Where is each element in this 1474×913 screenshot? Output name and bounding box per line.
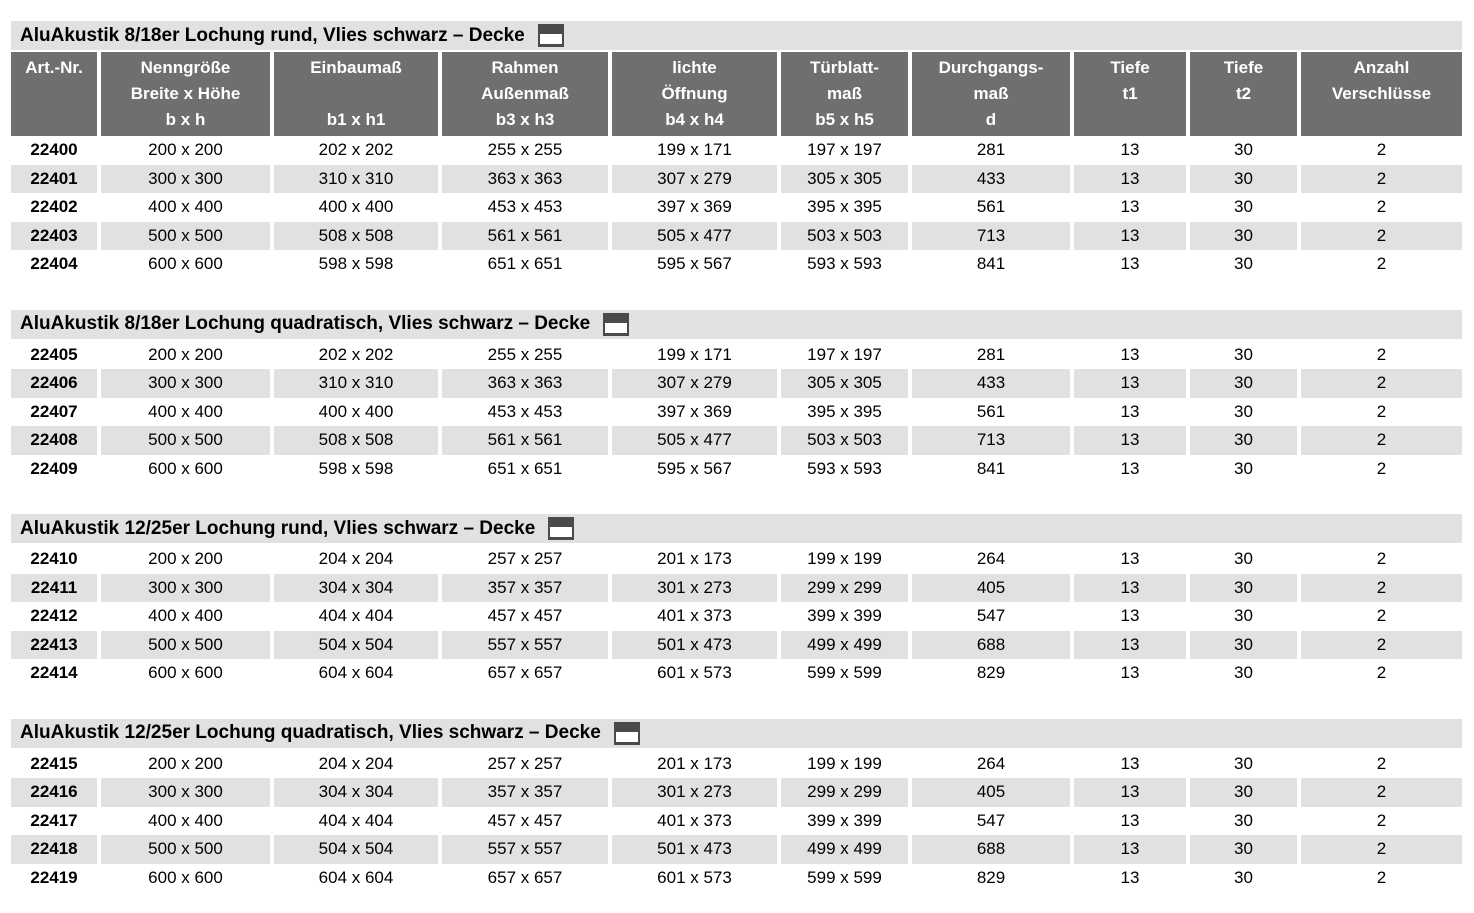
column-header-tiefe-t2 bbox=[1190, 52, 1297, 136]
cell-tuerblatt-mass: 299 x 299 bbox=[781, 778, 908, 807]
cell-tiefe-t2: 30 bbox=[1190, 426, 1297, 455]
header-label-line: Nenngröße bbox=[140, 58, 231, 77]
cell-lichte-oeffnung: 401 x 373 bbox=[657, 606, 732, 626]
cell-tiefe-t1: 13 bbox=[1120, 254, 1140, 274]
cell-rahmen-aussenmass: 357 x 357 bbox=[442, 574, 608, 603]
table-row bbox=[11, 574, 1462, 603]
section-title-bar bbox=[11, 21, 1462, 50]
cell-lichte-oeffnung: 601 x 573 bbox=[657, 867, 732, 887]
cell-anzahl-verschluesse: 2 bbox=[1376, 663, 1387, 683]
table-row bbox=[11, 864, 1462, 893]
cell-durchgangs-mass: 688 bbox=[912, 835, 1070, 864]
cell-tuerblatt-mass: 499 x 499 bbox=[781, 835, 908, 864]
cell-tiefe-t2: 30 bbox=[1234, 401, 1253, 421]
cell-art-nr: 22407 bbox=[30, 401, 78, 421]
cell-rahmen-aussenmass: 657 x 657 bbox=[487, 663, 563, 683]
cell-art-nr: 22416 bbox=[11, 778, 97, 807]
cell-tiefe-t1: 13 bbox=[1074, 778, 1186, 807]
ceiling-panel-shape bbox=[540, 34, 562, 44]
header-label-line: Breite x Höhe bbox=[130, 84, 241, 103]
column-header-rahmen-aussenmass bbox=[442, 52, 608, 136]
cell-rahmen-aussenmass: 363 x 363 bbox=[442, 369, 608, 398]
cell-anzahl-verschluesse: 2 bbox=[1301, 631, 1462, 660]
cell-tiefe-t1: 13 bbox=[1120, 140, 1140, 160]
header-label-line: maß bbox=[827, 84, 862, 103]
cell-einbaumass: 598 x 598 bbox=[318, 458, 394, 478]
table-row bbox=[11, 807, 1462, 836]
cell-anzahl-verschluesse: 2 bbox=[1376, 254, 1387, 274]
cell-lichte-oeffnung: 307 x 279 bbox=[612, 369, 777, 398]
cell-nenngroesse: 400 x 400 bbox=[148, 810, 223, 830]
table-row bbox=[11, 750, 1462, 779]
cell-art-nr: 22408 bbox=[11, 426, 97, 455]
header-symbol: d bbox=[985, 110, 997, 129]
cell-nenngroesse: 400 x 400 bbox=[148, 197, 223, 217]
cell-einbaumass: 504 x 504 bbox=[274, 835, 438, 864]
cell-lichte-oeffnung: 397 x 369 bbox=[657, 197, 732, 217]
cell-tiefe-t1: 13 bbox=[1074, 222, 1186, 251]
table-row bbox=[11, 455, 1462, 484]
cell-anzahl-verschluesse: 2 bbox=[1376, 401, 1387, 421]
header-label bbox=[276, 55, 436, 81]
section-title: AluAkustik 12/25er Lochung rund, Vlies schwarz – Decke bbox=[20, 517, 536, 539]
cell-einbaumass: 304 x 304 bbox=[274, 778, 438, 807]
cell-tuerblatt-mass: 599 x 599 bbox=[807, 867, 882, 887]
cell-durchgangs-mass: 841 bbox=[976, 458, 1006, 478]
cell-tiefe-t2: 30 bbox=[1234, 663, 1253, 683]
cell-rahmen-aussenmass: 453 x 453 bbox=[487, 401, 563, 421]
table-row bbox=[11, 835, 1462, 864]
column-header-einbaumass bbox=[274, 52, 438, 136]
cell-anzahl-verschluesse: 2 bbox=[1301, 165, 1462, 194]
cell-nenngroesse: 200 x 200 bbox=[148, 549, 223, 569]
header-label-line: Verschlüsse bbox=[1331, 84, 1432, 103]
cell-tuerblatt-mass: 199 x 199 bbox=[807, 549, 882, 569]
cell-durchgangs-mass: 547 bbox=[976, 606, 1006, 626]
cell-tiefe-t1: 13 bbox=[1074, 835, 1186, 864]
header-label-line: Tiefe bbox=[1223, 58, 1264, 77]
cell-lichte-oeffnung: 401 x 373 bbox=[657, 810, 732, 830]
cell-nenngroesse: 200 x 200 bbox=[148, 140, 223, 160]
cell-rahmen-aussenmass: 561 x 561 bbox=[442, 426, 608, 455]
cell-art-nr: 22402 bbox=[30, 197, 78, 217]
cell-tuerblatt-mass: 197 x 197 bbox=[807, 344, 882, 364]
cell-tiefe-t1: 13 bbox=[1120, 549, 1140, 569]
cell-durchgangs-mass: 547 bbox=[976, 810, 1006, 830]
cell-art-nr: 22419 bbox=[30, 867, 78, 887]
cell-art-nr: 22410 bbox=[30, 549, 78, 569]
cell-tiefe-t1: 13 bbox=[1120, 663, 1140, 683]
cell-einbaumass: 204 x 204 bbox=[318, 549, 394, 569]
cell-tiefe-t1: 13 bbox=[1120, 867, 1140, 887]
cell-tiefe-t2: 30 bbox=[1234, 140, 1253, 160]
cell-tuerblatt-mass: 399 x 399 bbox=[807, 810, 882, 830]
cell-einbaumass: 310 x 310 bbox=[274, 165, 438, 194]
cell-nenngroesse: 300 x 300 bbox=[101, 165, 270, 194]
ceiling-panel-shape bbox=[550, 527, 572, 537]
cell-durchgangs-mass: 829 bbox=[976, 663, 1006, 683]
cell-nenngroesse: 300 x 300 bbox=[101, 778, 270, 807]
cell-durchgangs-mass: 561 bbox=[976, 401, 1006, 421]
table-row bbox=[11, 545, 1462, 574]
product-section-1 bbox=[11, 21, 1474, 279]
product-section-3 bbox=[11, 514, 1474, 688]
header-label-line: Öffnung bbox=[661, 84, 728, 103]
cell-tiefe-t2: 30 bbox=[1234, 867, 1253, 887]
cell-tiefe-t1: 13 bbox=[1074, 426, 1186, 455]
cell-einbaumass: 504 x 504 bbox=[274, 631, 438, 660]
header-label-line: t2 bbox=[1235, 84, 1252, 103]
header-label-line: Außenmaß bbox=[481, 84, 569, 103]
cell-tiefe-t1: 13 bbox=[1120, 810, 1140, 830]
cell-nenngroesse: 300 x 300 bbox=[101, 574, 270, 603]
ceiling-mount-icon bbox=[538, 24, 564, 47]
cell-anzahl-verschluesse: 2 bbox=[1301, 574, 1462, 603]
table-row bbox=[11, 165, 1462, 194]
cell-einbaumass: 310 x 310 bbox=[274, 369, 438, 398]
cell-einbaumass: 202 x 202 bbox=[318, 344, 394, 364]
header-label-line: Rahmen bbox=[491, 58, 559, 77]
header-label-line: Einbaumaß bbox=[310, 58, 402, 77]
cell-tiefe-t1: 13 bbox=[1074, 369, 1186, 398]
cell-art-nr: 22406 bbox=[11, 369, 97, 398]
cell-tiefe-t1: 13 bbox=[1074, 631, 1186, 660]
cell-lichte-oeffnung: 199 x 171 bbox=[657, 140, 732, 160]
cell-rahmen-aussenmass: 557 x 557 bbox=[442, 631, 608, 660]
cell-rahmen-aussenmass: 363 x 363 bbox=[442, 165, 608, 194]
cell-nenngroesse: 200 x 200 bbox=[148, 753, 223, 773]
cell-durchgangs-mass: 281 bbox=[976, 140, 1006, 160]
cell-durchgangs-mass: 829 bbox=[976, 867, 1006, 887]
cell-art-nr: 22404 bbox=[30, 254, 78, 274]
cell-einbaumass: 598 x 598 bbox=[318, 254, 394, 274]
product-section-2 bbox=[11, 310, 1474, 484]
cell-einbaumass: 508 x 508 bbox=[274, 426, 438, 455]
cell-tiefe-t2: 30 bbox=[1234, 344, 1253, 364]
cell-tuerblatt-mass: 593 x 593 bbox=[807, 254, 882, 274]
cell-art-nr: 22401 bbox=[11, 165, 97, 194]
cell-art-nr: 22415 bbox=[30, 753, 78, 773]
cell-nenngroesse: 500 x 500 bbox=[101, 835, 270, 864]
cell-durchgangs-mass: 281 bbox=[976, 344, 1006, 364]
header-label-line: Durchgangs- bbox=[938, 58, 1044, 77]
section-title: AluAkustik 12/25er Lochung quadratisch, Vlies schwarz – Decke bbox=[20, 722, 601, 743]
section-title: AluAkustik 8/18er Lochung rund, Vlies schwarz – Decke bbox=[20, 24, 525, 46]
cell-nenngroesse: 400 x 400 bbox=[148, 606, 223, 626]
cell-nenngroesse: 600 x 600 bbox=[148, 254, 223, 274]
cell-nenngroesse: 400 x 400 bbox=[148, 401, 223, 421]
cell-anzahl-verschluesse: 2 bbox=[1376, 753, 1387, 773]
cell-art-nr: 22414 bbox=[30, 663, 78, 683]
cell-nenngroesse: 600 x 600 bbox=[148, 867, 223, 887]
cell-rahmen-aussenmass: 257 x 257 bbox=[487, 549, 563, 569]
cell-tiefe-t2: 30 bbox=[1190, 165, 1297, 194]
cell-anzahl-verschluesse: 2 bbox=[1301, 426, 1462, 455]
column-header-anzahl-verschluesse bbox=[1301, 52, 1462, 136]
cell-tiefe-t2: 30 bbox=[1190, 222, 1297, 251]
cell-durchgangs-mass: 264 bbox=[976, 549, 1006, 569]
cell-rahmen-aussenmass: 357 x 357 bbox=[442, 778, 608, 807]
cell-tiefe-t2: 30 bbox=[1234, 810, 1253, 830]
cell-rahmen-aussenmass: 651 x 651 bbox=[487, 458, 563, 478]
cell-tuerblatt-mass: 395 x 395 bbox=[807, 197, 882, 217]
cell-einbaumass: 604 x 604 bbox=[318, 663, 394, 683]
cell-tuerblatt-mass: 305 x 305 bbox=[781, 165, 908, 194]
cell-lichte-oeffnung: 201 x 173 bbox=[657, 753, 732, 773]
table-row bbox=[11, 136, 1462, 165]
table-row bbox=[11, 341, 1462, 370]
header-symbol: b3 x h3 bbox=[495, 110, 555, 129]
header-symbol: b1 x h1 bbox=[326, 110, 386, 129]
cell-anzahl-verschluesse: 2 bbox=[1376, 810, 1387, 830]
cell-rahmen-aussenmass: 255 x 255 bbox=[487, 140, 563, 160]
section-title-bar bbox=[11, 310, 1462, 339]
cell-lichte-oeffnung: 199 x 171 bbox=[657, 344, 732, 364]
cell-einbaumass: 604 x 604 bbox=[318, 867, 394, 887]
cell-anzahl-verschluesse: 2 bbox=[1376, 344, 1387, 364]
section-title-bar bbox=[11, 514, 1462, 543]
ceiling-panel-shape bbox=[616, 732, 638, 742]
cell-art-nr: 22413 bbox=[11, 631, 97, 660]
cell-nenngroesse: 500 x 500 bbox=[101, 426, 270, 455]
ceiling-panel-shape bbox=[605, 323, 627, 333]
cell-tiefe-t2: 30 bbox=[1190, 778, 1297, 807]
table-row bbox=[11, 222, 1462, 251]
column-header-nenngroesse bbox=[101, 52, 270, 136]
cell-einbaumass: 202 x 202 bbox=[318, 140, 394, 160]
header-label bbox=[914, 55, 1068, 107]
cell-durchgangs-mass: 264 bbox=[976, 753, 1006, 773]
cell-tiefe-t2: 30 bbox=[1234, 458, 1253, 478]
cell-lichte-oeffnung: 601 x 573 bbox=[657, 663, 732, 683]
column-header-lichte-oeffnung bbox=[612, 52, 777, 136]
cell-art-nr: 22411 bbox=[11, 574, 97, 603]
cell-tuerblatt-mass: 599 x 599 bbox=[807, 663, 882, 683]
cell-tuerblatt-mass: 399 x 399 bbox=[807, 606, 882, 626]
cell-einbaumass: 400 x 400 bbox=[318, 197, 394, 217]
cell-tiefe-t2: 30 bbox=[1234, 254, 1253, 274]
product-spec-table bbox=[11, 21, 1474, 892]
cell-nenngroesse: 500 x 500 bbox=[101, 631, 270, 660]
cell-art-nr: 22417 bbox=[30, 810, 78, 830]
cell-tuerblatt-mass: 197 x 197 bbox=[807, 140, 882, 160]
cell-anzahl-verschluesse: 2 bbox=[1301, 369, 1462, 398]
product-section-4 bbox=[11, 719, 1474, 893]
cell-tuerblatt-mass: 499 x 499 bbox=[781, 631, 908, 660]
cell-durchgangs-mass: 433 bbox=[912, 369, 1070, 398]
header-label-line: Tiefe bbox=[1110, 58, 1150, 77]
header-label-line: maß bbox=[973, 84, 1009, 103]
header-label bbox=[1076, 55, 1184, 107]
header-symbol: b4 x h4 bbox=[665, 110, 724, 129]
cell-tuerblatt-mass: 199 x 199 bbox=[807, 753, 882, 773]
cell-art-nr: 22412 bbox=[30, 606, 78, 626]
table-row bbox=[11, 659, 1462, 688]
cell-tuerblatt-mass: 299 x 299 bbox=[781, 574, 908, 603]
header-label bbox=[1192, 55, 1295, 107]
cell-tiefe-t1: 13 bbox=[1120, 401, 1140, 421]
table-row bbox=[11, 398, 1462, 427]
cell-art-nr: 22418 bbox=[11, 835, 97, 864]
cell-einbaumass: 404 x 404 bbox=[318, 810, 394, 830]
cell-nenngroesse: 600 x 600 bbox=[148, 458, 223, 478]
cell-art-nr: 22400 bbox=[30, 140, 78, 160]
cell-durchgangs-mass: 405 bbox=[912, 574, 1070, 603]
cell-tiefe-t1: 13 bbox=[1120, 344, 1140, 364]
cell-art-nr: 22403 bbox=[11, 222, 97, 251]
cell-tiefe-t2: 30 bbox=[1190, 369, 1297, 398]
cell-rahmen-aussenmass: 257 x 257 bbox=[487, 753, 563, 773]
header-label-line: Anzahl bbox=[1353, 58, 1410, 77]
cell-rahmen-aussenmass: 657 x 657 bbox=[487, 867, 563, 887]
cell-tiefe-t2: 30 bbox=[1234, 606, 1253, 626]
cell-anzahl-verschluesse: 2 bbox=[1301, 835, 1462, 864]
cell-tuerblatt-mass: 503 x 503 bbox=[781, 222, 908, 251]
header-label-line: Türblatt- bbox=[810, 58, 879, 77]
ceiling-mount-icon bbox=[603, 313, 629, 336]
cell-einbaumass: 404 x 404 bbox=[318, 606, 394, 626]
cell-anzahl-verschluesse: 2 bbox=[1301, 778, 1462, 807]
cell-rahmen-aussenmass: 457 x 457 bbox=[487, 606, 563, 626]
table-header-row bbox=[11, 52, 1462, 136]
cell-durchgangs-mass: 713 bbox=[912, 426, 1070, 455]
cell-tiefe-t1: 13 bbox=[1120, 606, 1140, 626]
cell-tuerblatt-mass: 395 x 395 bbox=[807, 401, 882, 421]
table-row bbox=[11, 193, 1462, 222]
header-symbol: b x h bbox=[165, 110, 206, 129]
cell-lichte-oeffnung: 397 x 369 bbox=[657, 401, 732, 421]
header-label bbox=[783, 55, 906, 107]
cell-rahmen-aussenmass: 557 x 557 bbox=[442, 835, 608, 864]
header-label bbox=[444, 55, 606, 107]
section-title-bar bbox=[11, 719, 1462, 748]
header-label-line: t1 bbox=[1122, 84, 1138, 103]
cell-einbaumass: 304 x 304 bbox=[274, 574, 438, 603]
cell-tiefe-t2: 30 bbox=[1234, 197, 1253, 217]
cell-anzahl-verschluesse: 2 bbox=[1376, 140, 1387, 160]
cell-anzahl-verschluesse: 2 bbox=[1376, 867, 1387, 887]
column-header-durchgangs-mass bbox=[912, 52, 1070, 136]
cell-durchgangs-mass: 561 bbox=[976, 197, 1006, 217]
cell-tiefe-t1: 13 bbox=[1074, 165, 1186, 194]
cell-anzahl-verschluesse: 2 bbox=[1376, 458, 1387, 478]
cell-nenngroesse: 600 x 600 bbox=[148, 663, 223, 683]
table-row bbox=[11, 602, 1462, 631]
column-header-tiefe-t1 bbox=[1074, 52, 1186, 136]
cell-einbaumass: 204 x 204 bbox=[318, 753, 394, 773]
cell-rahmen-aussenmass: 457 x 457 bbox=[487, 810, 563, 830]
header-label bbox=[1303, 55, 1460, 107]
cell-rahmen-aussenmass: 561 x 561 bbox=[442, 222, 608, 251]
cell-tiefe-t1: 13 bbox=[1120, 197, 1140, 217]
cell-einbaumass: 508 x 508 bbox=[274, 222, 438, 251]
cell-lichte-oeffnung: 505 x 477 bbox=[612, 426, 777, 455]
header-label bbox=[614, 55, 775, 107]
cell-lichte-oeffnung: 501 x 473 bbox=[612, 835, 777, 864]
cell-tiefe-t2: 30 bbox=[1190, 835, 1297, 864]
table-row bbox=[11, 369, 1462, 398]
cell-nenngroesse: 300 x 300 bbox=[101, 369, 270, 398]
table-row bbox=[11, 631, 1462, 660]
cell-durchgangs-mass: 433 bbox=[912, 165, 1070, 194]
ceiling-mount-icon bbox=[614, 722, 640, 745]
cell-rahmen-aussenmass: 651 x 651 bbox=[487, 254, 563, 274]
cell-tuerblatt-mass: 305 x 305 bbox=[781, 369, 908, 398]
header-label-line: lichte bbox=[672, 58, 717, 77]
column-header-art-nr bbox=[11, 52, 97, 136]
table-row bbox=[11, 250, 1462, 279]
cell-tiefe-t2: 30 bbox=[1234, 549, 1253, 569]
cell-lichte-oeffnung: 201 x 173 bbox=[657, 549, 732, 569]
cell-tuerblatt-mass: 593 x 593 bbox=[807, 458, 882, 478]
cell-lichte-oeffnung: 595 x 567 bbox=[657, 458, 732, 478]
header-symbol: b5 x h5 bbox=[815, 110, 874, 129]
cell-art-nr: 22409 bbox=[30, 458, 78, 478]
cell-durchgangs-mass: 841 bbox=[976, 254, 1006, 274]
cell-lichte-oeffnung: 301 x 273 bbox=[612, 574, 777, 603]
cell-rahmen-aussenmass: 453 x 453 bbox=[487, 197, 563, 217]
table-row bbox=[11, 778, 1462, 807]
cell-tiefe-t1: 13 bbox=[1120, 458, 1140, 478]
cell-lichte-oeffnung: 501 x 473 bbox=[612, 631, 777, 660]
cell-tiefe-t1: 13 bbox=[1120, 753, 1140, 773]
cell-lichte-oeffnung: 301 x 273 bbox=[612, 778, 777, 807]
cell-anzahl-verschluesse: 2 bbox=[1376, 197, 1387, 217]
cell-anzahl-verschluesse: 2 bbox=[1301, 222, 1462, 251]
cell-nenngroesse: 500 x 500 bbox=[101, 222, 270, 251]
cell-tiefe-t2: 30 bbox=[1234, 753, 1253, 773]
cell-durchgangs-mass: 688 bbox=[912, 631, 1070, 660]
header-label bbox=[103, 55, 268, 107]
cell-einbaumass: 400 x 400 bbox=[318, 401, 394, 421]
cell-lichte-oeffnung: 505 x 477 bbox=[612, 222, 777, 251]
cell-anzahl-verschluesse: 2 bbox=[1376, 549, 1387, 569]
table-row bbox=[11, 426, 1462, 455]
header-label-line: Art.-Nr. bbox=[25, 58, 83, 77]
column-header-tuerblatt-mass bbox=[781, 52, 908, 136]
cell-rahmen-aussenmass: 255 x 255 bbox=[487, 344, 563, 364]
cell-art-nr: 22405 bbox=[30, 344, 78, 364]
cell-tiefe-t1: 13 bbox=[1074, 574, 1186, 603]
cell-durchgangs-mass: 713 bbox=[912, 222, 1070, 251]
cell-tiefe-t2: 30 bbox=[1190, 631, 1297, 660]
cell-tiefe-t2: 30 bbox=[1190, 574, 1297, 603]
header-label bbox=[13, 55, 95, 81]
cell-lichte-oeffnung: 595 x 567 bbox=[657, 254, 732, 274]
cell-anzahl-verschluesse: 2 bbox=[1376, 606, 1387, 626]
section-title: AluAkustik 8/18er Lochung quadratisch, Vlies schwarz – Decke bbox=[20, 313, 591, 334]
cell-tuerblatt-mass: 503 x 503 bbox=[781, 426, 908, 455]
cell-nenngroesse: 200 x 200 bbox=[148, 344, 223, 364]
cell-lichte-oeffnung: 307 x 279 bbox=[612, 165, 777, 194]
ceiling-mount-icon bbox=[548, 517, 574, 540]
cell-durchgangs-mass: 405 bbox=[912, 778, 1070, 807]
